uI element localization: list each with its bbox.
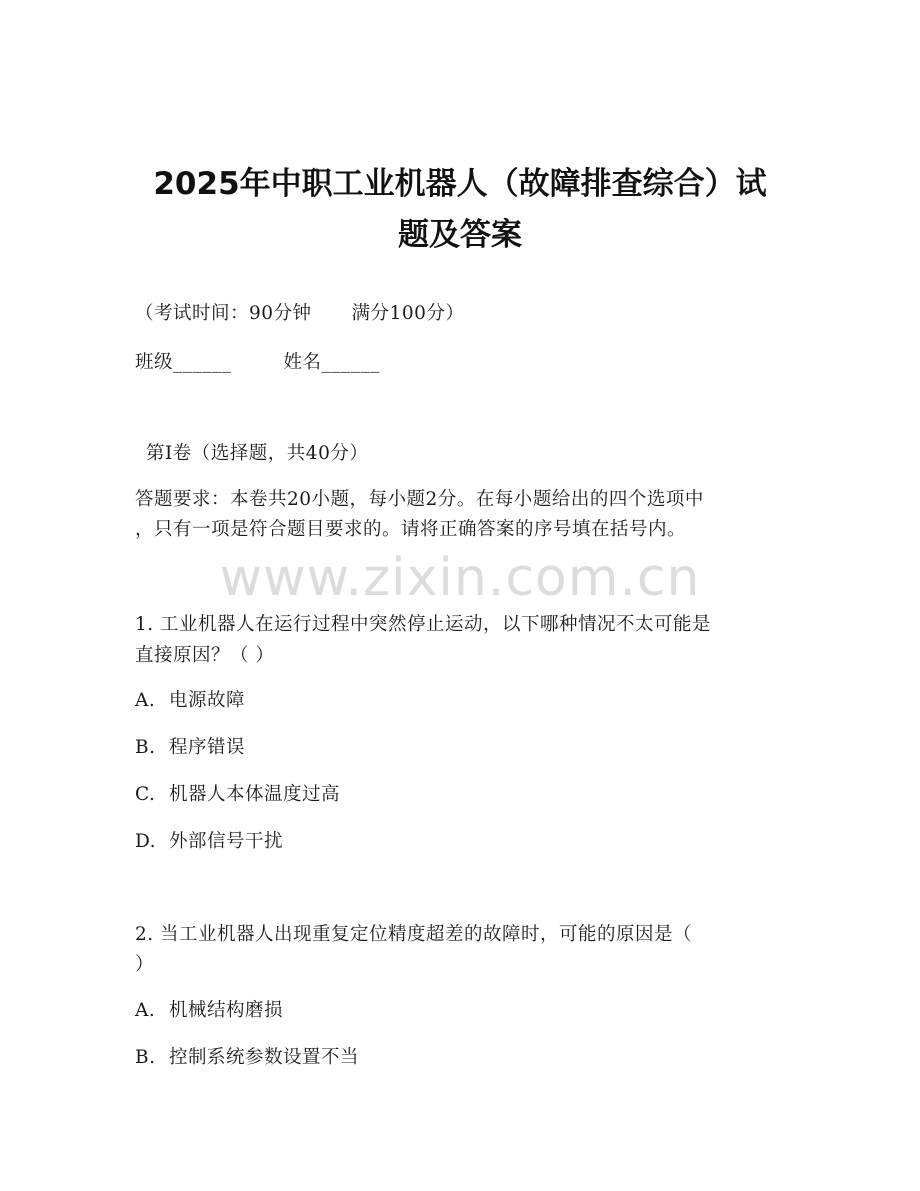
option-text: 控制系统参数设置不当 <box>169 1047 360 1068</box>
option-label: D. <box>135 831 157 852</box>
question-2-option-b <box>135 1046 359 1070</box>
option-label: C. <box>135 784 156 805</box>
watermark: www.zixin.com.cn <box>219 548 701 608</box>
question-1-text-line-2: 直接原因？（ ） <box>135 645 275 666</box>
question-2-option-a <box>135 999 283 1023</box>
exam-time: （考试时间：90分钟 <box>135 303 312 324</box>
section-heading: 第I卷（选择题，共40分） <box>146 443 369 464</box>
option-label: A. <box>135 1000 156 1021</box>
question-1-option-d <box>135 830 283 854</box>
instructions-line-2: ，只有一项是符合题目要求的。请将正确答案的序号填在括号内。 <box>135 519 687 540</box>
option-text: 机械结构磨损 <box>169 1000 284 1021</box>
instructions-line-1: 答题要求：本卷共20小题，每小题2分。在每小题给出的四个选项中 <box>135 489 704 510</box>
option-text: 电源故障 <box>169 690 246 711</box>
option-text: 外部信号干扰 <box>169 831 284 852</box>
full-score: 满分100分） <box>351 303 465 324</box>
option-label: B. <box>135 1047 156 1068</box>
name-field: 姓名______ <box>283 352 381 373</box>
option-label: B. <box>135 737 156 758</box>
question-1-option-a <box>135 689 245 713</box>
question-1-option-b <box>135 736 245 760</box>
question-2-text-line-1: 2. 当工业机器人出现重复定位精度超差的故障时，可能的原因是（ <box>135 924 693 945</box>
question-2-text-line-2: ） <box>135 954 155 975</box>
document-title-line-1: 2025年中职工业机器人（故障排查综合）试 <box>153 166 767 202</box>
option-text: 机器人本体温度过高 <box>169 784 341 805</box>
class-field: 班级______ <box>135 352 232 373</box>
option-text: 程序错误 <box>169 737 246 758</box>
exam-meta <box>135 302 464 326</box>
question-1-text-line-1: 1. 工业机器人在运行过程中突然停止运动，以下哪种情况不太可能是 <box>135 614 712 635</box>
document-title-line-2: 题及答案 <box>398 217 522 253</box>
option-label: A. <box>135 690 156 711</box>
question-1-option-c <box>135 783 340 807</box>
student-fields <box>135 351 380 375</box>
